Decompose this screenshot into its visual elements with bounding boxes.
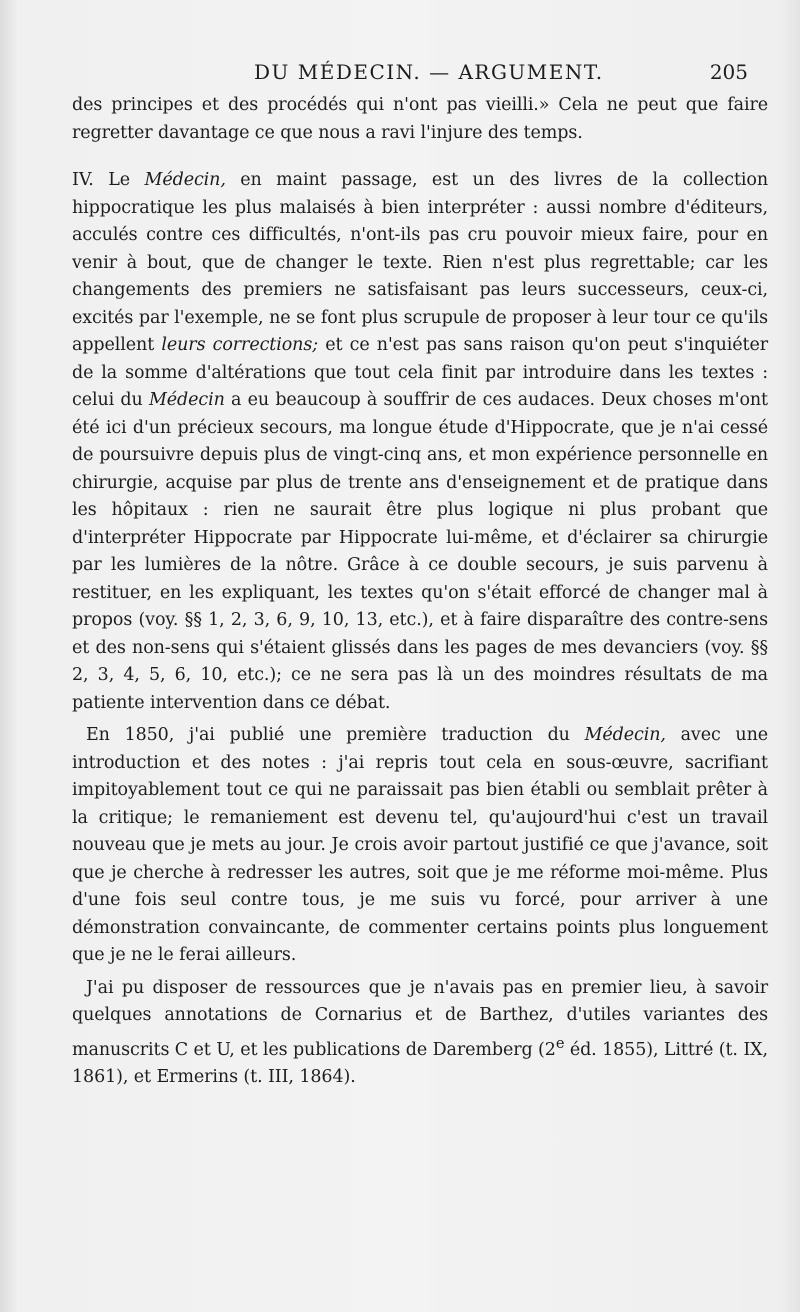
paragraph-3-italic-1: Médecin, bbox=[584, 725, 666, 745]
paragraph-4-superscript: e bbox=[555, 1034, 565, 1052]
paragraph-3-text-1: avec une introduction et des notes : j'ai repris tout cela en sous-œuvre, sacrifiant impitoyablement tout ce qui ne paraissait pas bien établi ou semblait prêter à la critique; le remaniement est devenu tel, qu'aujourd'hui c'est un travail nouveau que je mets au jour. Je crois avoir partout justifié ce que j'avance, soit que je cherche à redresser les autres, soit que je me réforme moi-même. Plus d'une fois seul contre tous, je me suis vu forcé, pour arriver à une démonstration convaincante, de commenter certains points plus longuement que je ne le ferai ailleurs. bbox=[72, 725, 768, 965]
paragraph-1-text: des principes et des procédés qui n'ont pas vieilli.» Cela ne peut que faire regretter davantage ce que nous a ravi l'injure des temps. bbox=[72, 95, 768, 143]
paragraph-2-text-1: en maint passage, est un des livres de la collection hippocratique les plus malaisés à bien interpréter : aussi nombre d'éditeurs, acculés contre ces difficultés, n'ont-ils pas cru pouvoir mieux faire, pour en venir à bout, que de changer le texte. Rien n'est plus regrettable; car les changements des premiers ne satisfaisant pas leurs successeurs, ceux-ci, excités par l'exemple, ne se font plus scrupule de proposer à leur tour ce qu'ils appellent bbox=[72, 170, 768, 355]
paragraph-2-italic-2: leurs corrections; bbox=[161, 335, 318, 355]
page-number: 205 bbox=[709, 60, 748, 84]
body-text bbox=[72, 92, 768, 1091]
page-header bbox=[64, 60, 764, 90]
paragraph-2-italic-3: Médecin bbox=[148, 390, 225, 410]
paragraph-4-text-1: éd. 1855), Littré (t. IX, 1861), et Ermerins (t. III, 1864). bbox=[72, 1039, 769, 1087]
paragraph-2-lead: IV. Le bbox=[72, 170, 145, 190]
paragraph-2-text-3: a eu beaucoup à souffrir de ces audaces. Deux choses m'ont été ici d'un précieux secours, ma longue étude d'Hippocrate, que je n'ai cessé de poursuivre depuis plus de vingt-cinq ans, et mon expérience personnelle en chirurgie, acquise par plus de trente ans d'enseignement et de pratique dans les hôpitaux : rien ne saurait être plus logique ni plus probant que d'interpréter Hippocrate par Hippocrate lui-même, et d'éclairer sa chirurgie par les lumières de la nôtre. Grâce à ce double secours, je suis parvenu à restituer, en les expliquant, les textes qu'on s'était efforcé de changer mal à propos (voy. §§ 1, 2, 3, 6, 9, 10, 13, etc.), et à faire disparaître des contre-sens et des non-sens qui s'étaient glissés dans les pages de mes devanciers (voy. §§ 2, 3, 4, 5, 6, 10, etc.); ce ne sera pas là un des moindres résultats de ma patiente intervention dans ce débat. bbox=[72, 390, 768, 713]
paragraph-4 bbox=[72, 975, 768, 1092]
paragraph-3-lead: En 1850, j'ai publié une première traduction du bbox=[86, 725, 585, 745]
paragraph-2-text-2: et ce n'est pas sans raison qu'on peut s'inquiéter de la somme d'altérations que tout cela finit par introduire dans les textes : celui du bbox=[72, 335, 768, 410]
paragraph-3 bbox=[72, 722, 768, 970]
paragraph-4-lead: J'ai pu disposer de ressources que je n'avais pas en premier lieu, à savoir quelques annotations de Cornarius et de Barthez, d'utiles variantes des manuscrits C et U, et les publications de Daremberg (2 bbox=[72, 977, 768, 1060]
running-title: DU MÉDECIN. — ARGUMENT. bbox=[254, 60, 604, 84]
paragraph-1 bbox=[72, 92, 768, 147]
paragraph-2-italic-1: Médecin, bbox=[144, 170, 226, 190]
paragraph-2 bbox=[72, 167, 768, 717]
